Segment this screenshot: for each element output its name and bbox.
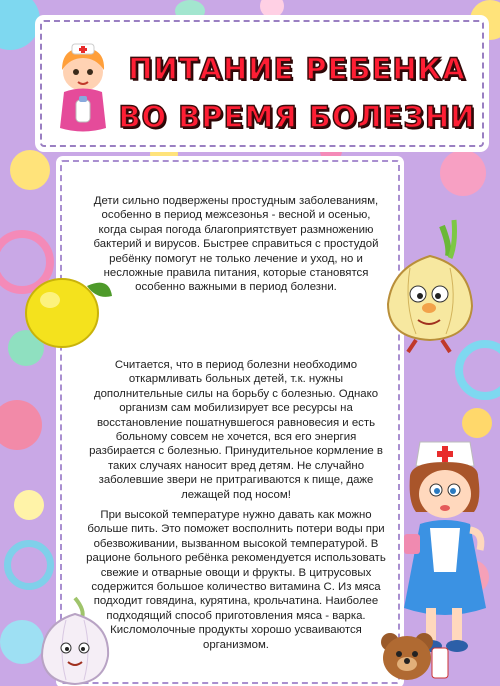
teddy-bear-icon [372, 628, 454, 686]
nurse-girl-icon [390, 432, 495, 660]
paragraph-high-temperature: При высокой температуре нужно давать как можно больше пить. Это поможет восполнить потери воды при обезвоживании, вызванном высокой температурой. В рационе больного ребёнка рекомендуется использовать свежие и отварные овощи и фрукты. В цитрусовых содержится большое количество витамина С. Из мяса подходит говядина, курятина, крольчатина. Наиболее подходящий способ приготовления мяса - варка. Кисломолочные продукты хорошо усваиваются организмом. [86, 509, 386, 651]
garlic-character-icon [30, 590, 120, 686]
onion-character-icon [370, 216, 488, 356]
lemon-icon [17, 258, 117, 358]
title-panel [40, 20, 484, 147]
girl-with-bottle-icon [48, 40, 118, 140]
title-line-2: ВО ВРЕМЯ БОЛЕЗНИ [118, 100, 476, 134]
paragraph-feeding: Считается, что в период болезни необходимо откармливать больных детей, т.к. нужны дополнительные силы на борьбу с болезнью. Однако организм сам мобилизирует все ресурсы на восстановление пошатнувшегося равновесия и есть больному совсем не хочется, вся его энергия разбирается с болезнью. Принудительное кормление в таких случаях наносит вред детям. Не случайно заболевшие звери не притрагиваются к пище, даже лежащей под носом! [89, 359, 383, 501]
paragraph-intro: Дети сильно подвержены простудным заболеваниям, особенно в период межсезонья - весной и осенью, когда сырая погода благоприятствует размножению бактерий и вирусов. Быстрее справиться с простудой ребёнку помогут не только лечение и уход, но и несложные правила питания, которые становятся особенно важными в период болезни. [93, 195, 379, 294]
title-line-1: ПИТАНИЕ РЕБЕНКА [128, 52, 466, 86]
